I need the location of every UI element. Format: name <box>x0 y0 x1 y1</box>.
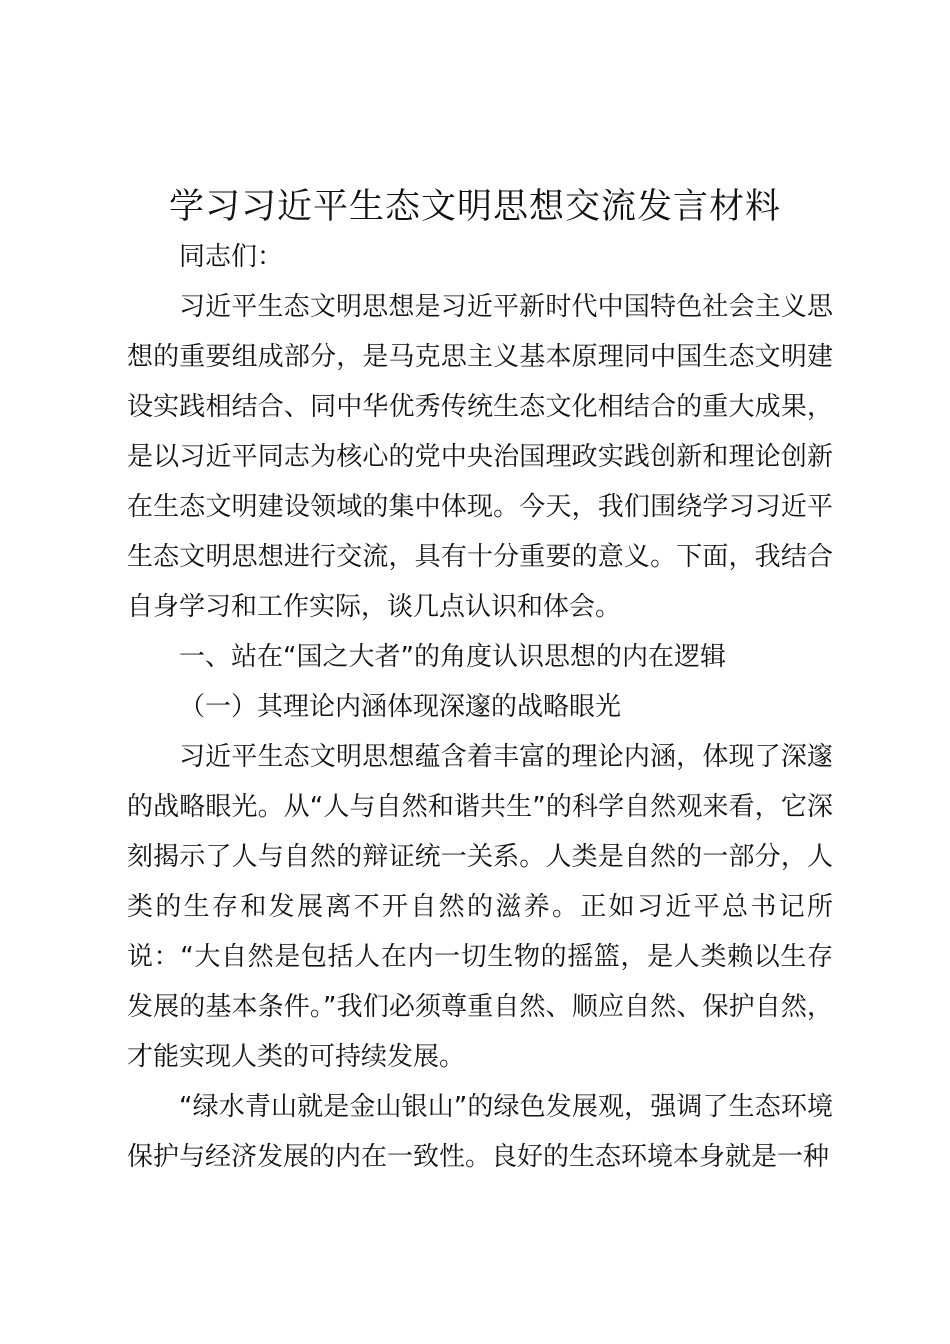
section-heading-1: 一、站在“国之大者”的角度认识思想的内在逻辑 <box>179 642 726 672</box>
paragraph-intro: 习近平生态文明思想是习近平新时代中国特色社会主义思想的重要组成部分，是马克思主义基本原理同中国生态文明建设实践相结合、同中华优秀传统生态文化相结合的重大成果，是以习近平同志为核心的党中央治国理政实践创新和理论创新在生态文明建设领域的集中体现。今天，我们围绕学习习近平生态文明思想进行交流，具有十分重要的意义。下面，我结合自身学习和工作实际，谈几点认识和体会。 <box>127 292 833 622</box>
salutation: 同志们： <box>179 242 284 272</box>
document-body <box>127 232 833 1182</box>
paragraph-green-development: “绿水青山就是金山银山”的绿色发展观，强调了生态环境保护与经济发展的内在一致性。良好的生态环境本身就是一种 <box>127 1092 833 1172</box>
subsection-heading-1: （一）其理论内涵体现深邃的战略眼光 <box>179 692 622 722</box>
paragraph-theory: 习近平生态文明思想蕴含着丰富的理论内涵，体现了深邃的战略眼光。从“人与自然和谐共生”的科学自然观来看，它深刻揭示了人与自然的辩证统一关系。人类是自然的一部分，人类的生存和发展离不开自然的滋养。正如习近平总书记所说：“大自然是包括人在内一切生物的摇篮，是人类赖以生存发展的基本条件。”我们必须尊重自然、顺应自然、保护自然，才能实现人类的可持续发展。 <box>127 742 833 1072</box>
document-title: 学习习近平生态文明思想交流发言材料 <box>168 187 781 227</box>
